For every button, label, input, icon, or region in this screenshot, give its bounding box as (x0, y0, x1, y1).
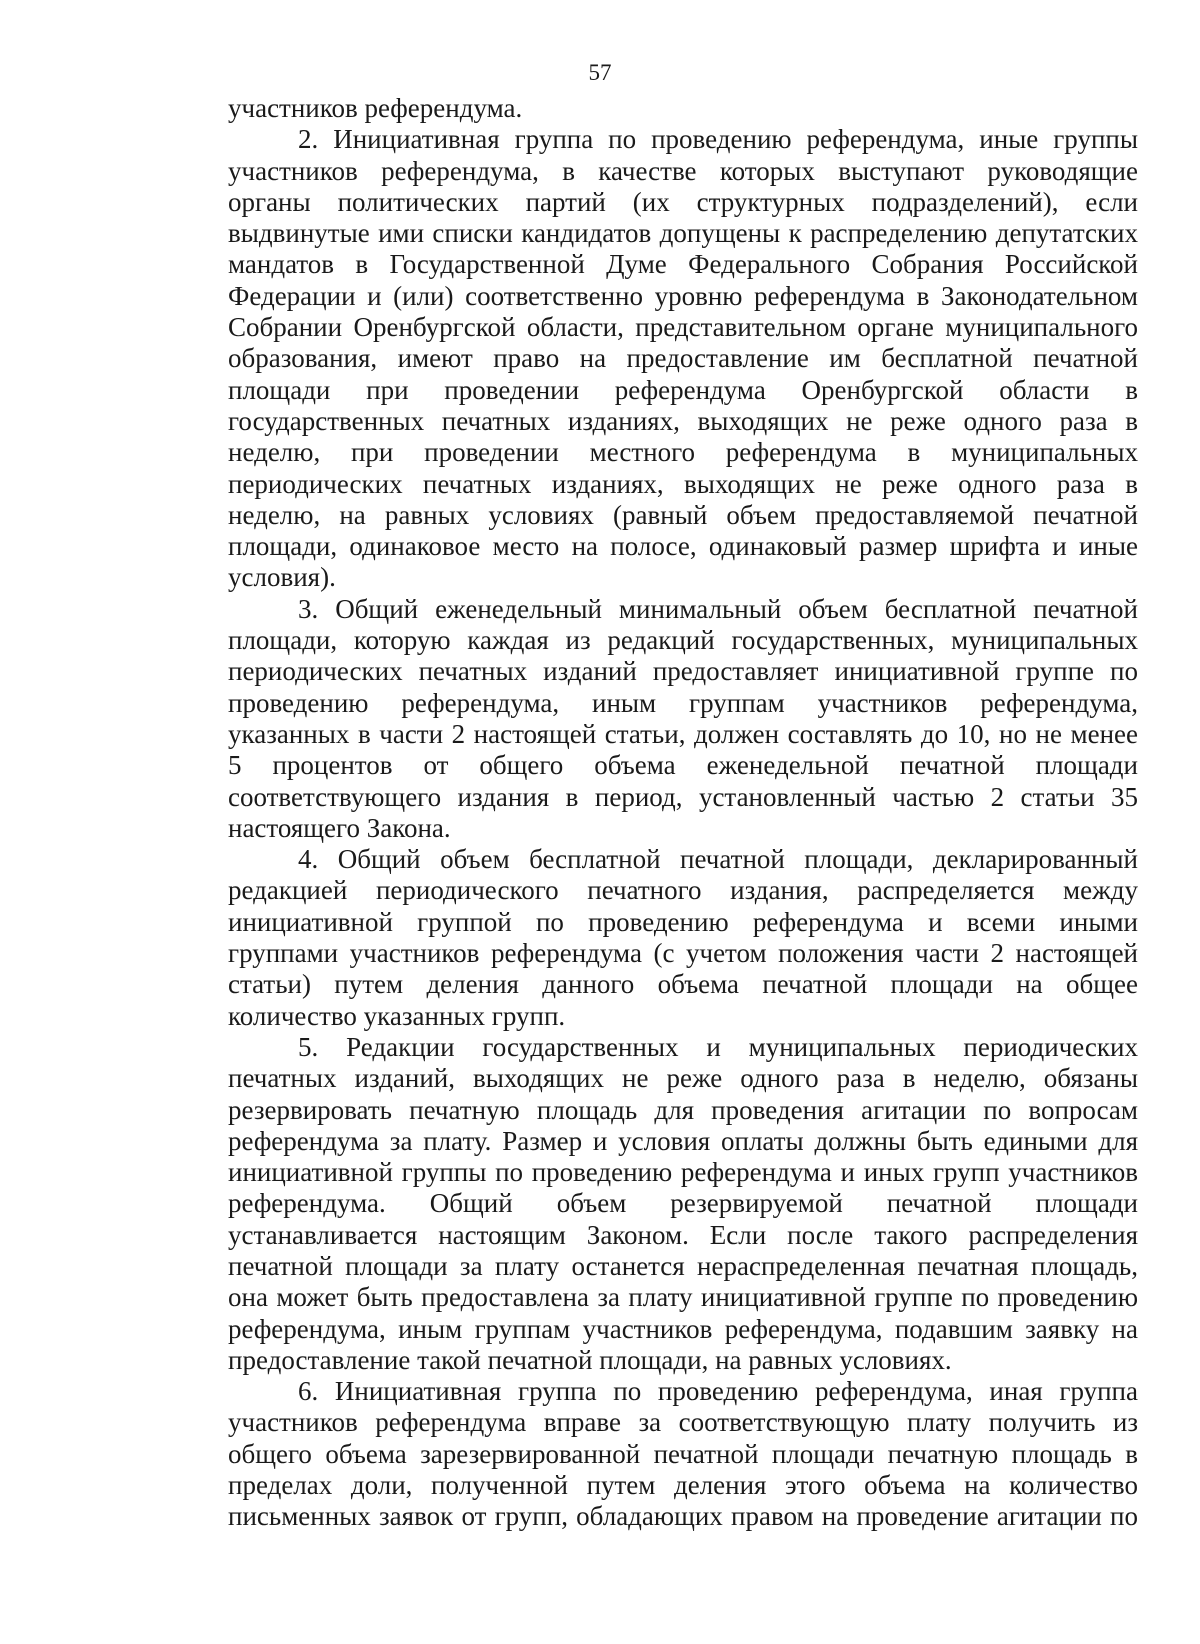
text-line: органы политических партий (их структурных подразделений), если (228, 186, 1138, 217)
text-line: печатных изданий, выходящих не реже одного раза в неделю, обязаны (228, 1063, 1138, 1094)
text-line: настоящего Закона. (228, 812, 451, 843)
text-line: соответствующего издания в период, установленный частью 2 статьи 35 (228, 781, 1138, 812)
text-line: пределах доли, полученной путем деления этого объема на количество (228, 1470, 1138, 1501)
text-line: 5. Редакции государственных и муниципальных периодических (298, 1031, 1138, 1062)
text-line: она может быть предоставлена за плату инициативной группе по проведению (228, 1282, 1138, 1313)
text-line: мандатов в Государственной Думе Федерального Собрания Российской (228, 249, 1138, 280)
text-line: площади при проведении референдума Оренбургской области в (228, 374, 1138, 405)
text-line: редакцией периодического печатного издания, распределяется между (228, 875, 1138, 906)
text-line: проведению референдума, иным группам участников референдума, (228, 687, 1138, 718)
text-line: референдума, иным группам участников референдума, подавшим заявку на (228, 1313, 1138, 1344)
text-line: 4. Общий объем бесплатной печатной площади, декларированный (298, 844, 1138, 875)
text-line: 6. Инициативная группа по проведению референдума, иная группа (298, 1376, 1138, 1407)
text-line: количество указанных групп. (228, 1000, 566, 1031)
text-line: 5 процентов от общего объема еженедельной печатной площади (228, 750, 1138, 781)
text-line: условия). (228, 562, 336, 593)
text-line: участников референдума, в качестве которых выступают руководящие (228, 155, 1138, 186)
text-line: образования, имеют право на предоставление им бесплатной печатной (228, 343, 1138, 374)
text-line: общего объема зарезервированной печатной площади печатную площадь в (228, 1438, 1138, 1469)
text-line: группами участников референдума (с учетом положения части 2 настоящей (228, 938, 1138, 969)
text-line: референдума. Общий объем резервируемой печатной площади (228, 1188, 1138, 1219)
text-line: неделю, на равных условиях (равный объем предоставляемой печатной (228, 499, 1138, 530)
text-line: 3. Общий еженедельный минимальный объем бесплатной печатной (298, 593, 1138, 624)
text-line: инициативной группы по проведению референдума и иных групп участников (228, 1157, 1138, 1188)
text-line: указанных в части 2 настоящей статьи, должен составлять до 10, но не менее (228, 718, 1138, 749)
text-line: Федерации и (или) соответственно уровню референдума в Законодательном (228, 280, 1138, 311)
text-line: печатной площади за плату останется нераспределенная печатная площадь, (228, 1250, 1138, 1281)
text-line: письменных заявок от групп, обладающих правом на проведение агитации по (228, 1501, 1138, 1532)
text-line: периодических печатных изданиях, выходящих не реже одного раза в (228, 468, 1138, 499)
text-line: устанавливается настоящим Законом. Если после такого распределения (228, 1219, 1138, 1250)
text-line: выдвинутые ими списки кандидатов допущены к распределению депутатских (228, 218, 1138, 249)
text-line: статьи) путем деления данного объема печатной площади на общее (228, 969, 1138, 1000)
text-line: 2. Инициативная группа по проведению референдума, иные группы (298, 124, 1138, 155)
text-line: неделю, при проведении местного референдума в муниципальных (228, 437, 1138, 468)
page-number: 57 (588, 60, 612, 85)
document-body (228, 93, 1138, 1533)
text-line: Собрании Оренбургской области, представительном органе муниципального (228, 312, 1138, 343)
text-line: референдума за плату. Размер и условия оплаты должны быть едиными для (228, 1125, 1138, 1156)
text-line: периодических печатных изданий предоставляет инициативной группе по (228, 656, 1138, 687)
text-line: государственных печатных изданиях, выходящих не реже одного раза в (228, 405, 1138, 436)
text-line: участников референдума вправе за соответствующую плату получить из (228, 1407, 1138, 1438)
text-line: предоставление такой печатной площади, на равных условиях. (228, 1344, 952, 1375)
text-line: площади, одинаковое место на полосе, одинаковый размер шрифта и иные (228, 531, 1138, 562)
text-line: участников референдума. (228, 93, 523, 123)
text-line: инициативной группой по проведению референдума и всеми иными (228, 906, 1138, 937)
text-line: площади, которую каждая из редакций государственных, муниципальных (228, 625, 1138, 656)
text-line: резервировать печатную площадь для проведения агитации по вопросам (228, 1094, 1138, 1125)
